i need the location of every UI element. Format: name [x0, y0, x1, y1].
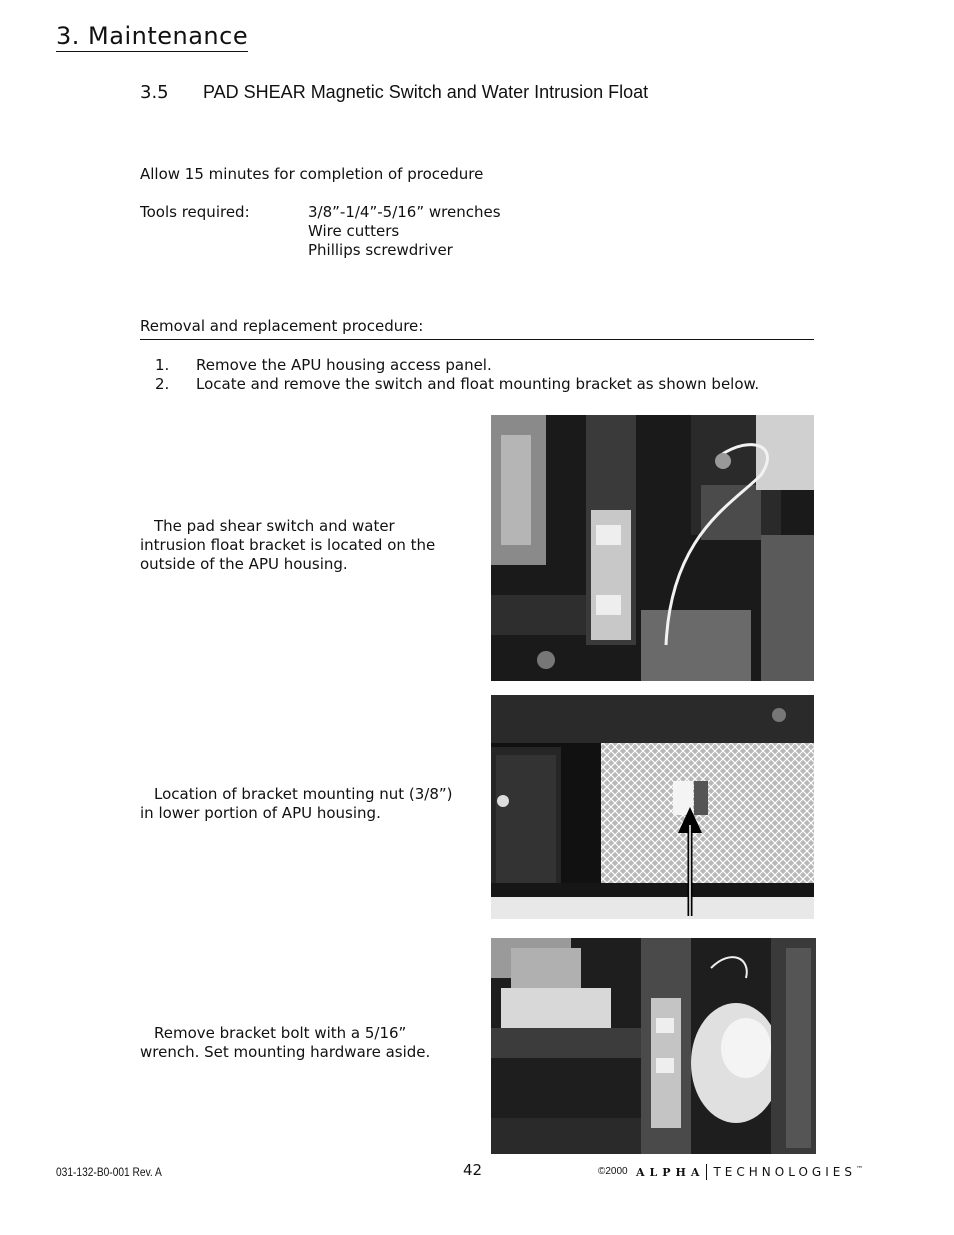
- tool-item: 3/8”-1/4”-5/16” wrenches: [308, 203, 501, 221]
- figure-caption: [140, 1024, 430, 1062]
- tools-label: Tools required:: [140, 203, 250, 221]
- logo-divider: [706, 1164, 707, 1180]
- logo-technologies-text: TECHNOLOGIES: [713, 1165, 856, 1179]
- step-text: Locate and remove the switch and float mounting bracket as shown below.: [196, 375, 760, 393]
- procedure-heading: Removal and replacement procedure:: [140, 317, 424, 335]
- step-number: 1.: [155, 356, 170, 374]
- tool-item: Phillips screwdriver: [308, 241, 453, 259]
- caption-line: The pad shear switch and water: [154, 517, 395, 535]
- figure-caption: [140, 517, 435, 574]
- caption-line: wrench. Set mounting hardware aside.: [140, 1043, 431, 1061]
- tool-item: Wire cutters: [308, 222, 400, 240]
- caption-line: Remove bracket bolt with a 5/16”: [154, 1024, 407, 1042]
- trademark-symbol: ™: [855, 1165, 863, 1173]
- caption-line: in lower portion of APU housing.: [140, 804, 381, 822]
- time-note: Allow 15 minutes for completion of procedure: [140, 165, 484, 183]
- copyright-notice: ©2000: [598, 1166, 628, 1177]
- photo-bracket-overview: [491, 415, 814, 681]
- logo-alpha-text: ALPHA: [636, 1165, 705, 1179]
- step-text: Remove the APU housing access panel.: [196, 356, 492, 374]
- tools-list: [308, 203, 501, 260]
- page-number: 42: [463, 1161, 483, 1179]
- document-number: 031-132-B0-001 Rev. A: [56, 1165, 162, 1179]
- photo-bracket-bolt: [491, 938, 816, 1154]
- heading-rule: [140, 339, 814, 340]
- step-number: 2.: [155, 375, 170, 393]
- caption-line: Location of bracket mounting nut (3/8”): [154, 785, 453, 803]
- caption-line: intrusion float bracket is located on the: [140, 536, 436, 554]
- caption-line: outside of the APU housing.: [140, 555, 348, 573]
- section-title: PAD SHEAR Magnetic Switch and Water Intrusion Float: [203, 82, 649, 102]
- chapter-title: 3. Maintenance: [56, 22, 249, 50]
- section-number: 3.5: [140, 82, 169, 103]
- alpha-technologies-logo: [636, 1163, 863, 1181]
- photo-mounting-nut: [491, 695, 814, 919]
- figure-caption: [140, 785, 453, 823]
